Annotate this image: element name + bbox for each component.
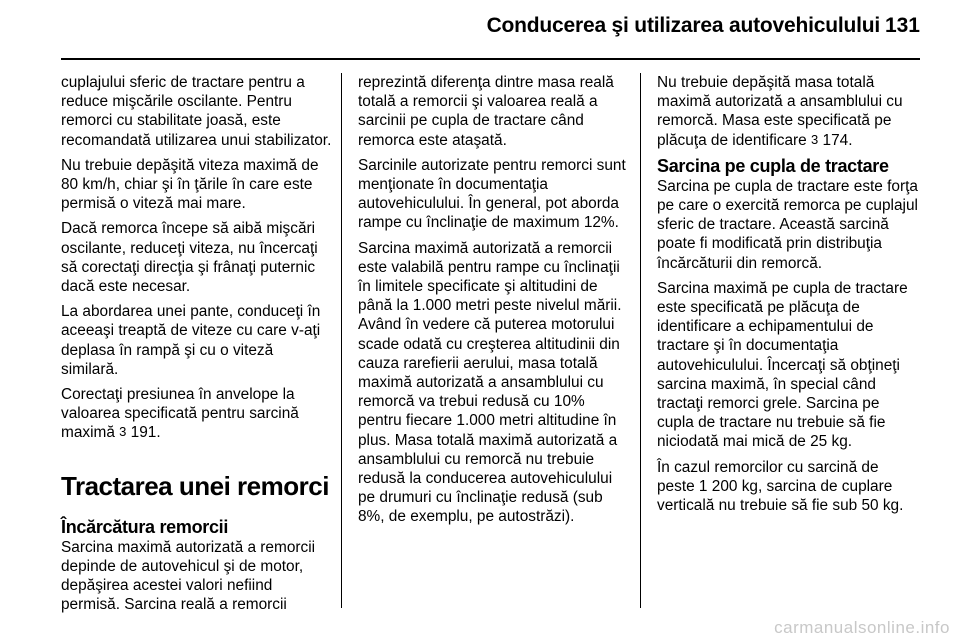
subsection-heading: Sarcina pe cupla de tractare	[657, 155, 889, 176]
column-divider	[341, 73, 342, 608]
paragraph: În cazul remorcilor cu sarcină de peste 1 200 kg, sarcina de cuplare verticală nu trebuie să fie sub 50 kg.	[657, 458, 904, 515]
column-1	[61, 73, 333, 620]
header-rule	[61, 58, 920, 60]
paragraph-text: Corectaţi presiunea în anvelope la valoarea specificată pentru sarcină maximă	[61, 386, 299, 442]
page-reference[interactable]: 174.	[822, 131, 853, 149]
paragraph-with-ref	[61, 385, 333, 443]
column-divider	[640, 73, 641, 608]
paragraph: La abordarea unei pante, conduceţi în aceeaşi treaptă de viteze cu care v-aţi deplasa în rampă şi cu o viteză similară.	[61, 303, 321, 378]
paragraph: Sarcinile autorizate pentru remorci sunt menţionate în documentaţia autovehiculului. În general, pot aborda rampe cu înclinaţie de maximum 12%.	[358, 156, 626, 232]
page-reference-icon: 3	[119, 424, 127, 440]
paragraph: Sarcina pe cupla de tractare este forţa pe care o exercită remorca pe cuplajul sferic de tractare. Această sarcină poate fi modificată prin distribuţia încărcăturii din remorcă.	[657, 177, 918, 272]
watermark: carmanualsonline.info	[774, 618, 950, 637]
paragraph: Nu trebuie depăşită viteza maximă de 80 km/h, chiar şi în ţările în care este permisă o viteză mai mare.	[61, 156, 319, 213]
paragraph: Sarcina maximă autorizată a remorcii este valabilă pentru rampe cu înclinaţii în limitele specificate şi altitudini de până la 1.000 metri peste nivelul mării. Având în vedere că puterea motorului scade odată cu creşterea altitudinii din cauza rarefierii aerului, masa totală maximă autorizată a ansamblului cu remorcă va trebui redusă cu 10% pentru fiecare 1.000 metri altitudine în plus. Masa totală maximă autorizată a ansamblului cu remorcă nu trebuie redusă la conducerea autovehiculului pe drumuri cu înclinaţie redusă (sub 8%, de exemplu, pe autostrăzi).	[358, 239, 622, 526]
page-reference-icon: 3	[811, 131, 819, 147]
column-2	[358, 73, 630, 533]
paragraph-with-ref	[657, 73, 920, 150]
page-reference[interactable]: 191.	[130, 424, 161, 442]
paragraph: Sarcina maximă autorizată a remorcii depinde de autovehicul şi de motor, depăşirea acestei valori nefiind permisă. Sarcina reală a remorcii	[61, 538, 316, 614]
section-heading: Tractarea unei remorci	[61, 470, 329, 501]
paragraph: reprezintă diferenţa dintre masa reală totală a remorcii şi valoarea reală a sarcinii pe cupla de tractare când remorca este ataşată.	[358, 74, 614, 149]
paragraph: Sarcina maximă pe cupla de tractare este specificată pe plăcuţa de identificare a echipamentului de tractare şi în documentaţia autovehiculului. Încercaţi să obţineţi sarcina maximă, în special când tractaţi remorci grele. Sarcina pe cupla de tractare nu trebuie să fie niciodată mai mică de 25 kg.	[657, 279, 908, 451]
paragraph: Dacă remorca începe să aibă mişcări oscilante, reduceţi viteza, nu încercaţi să corectaţi direcţia şi frânaţi puternic dacă este necesar.	[61, 220, 318, 296]
paragraph-text: Nu trebuie depăşită masa totală maximă autorizată a ansamblului cu remorcă. Masa este specificată pe plăcuţa de identificare	[657, 74, 903, 149]
page-header-title: Conducerea şi utilizarea autovehiculului	[486, 14, 880, 37]
subsection-heading: Încărcătura remorcii	[61, 516, 229, 537]
page-number: 131	[884, 14, 920, 37]
paragraph: cuplajului sferic de tractare pentru a reduce mişcările oscilante. Pentru remorci cu stabilitate joasă, este recomandată utilizarea unui stabilizator.	[61, 74, 332, 149]
column-3	[657, 73, 920, 521]
